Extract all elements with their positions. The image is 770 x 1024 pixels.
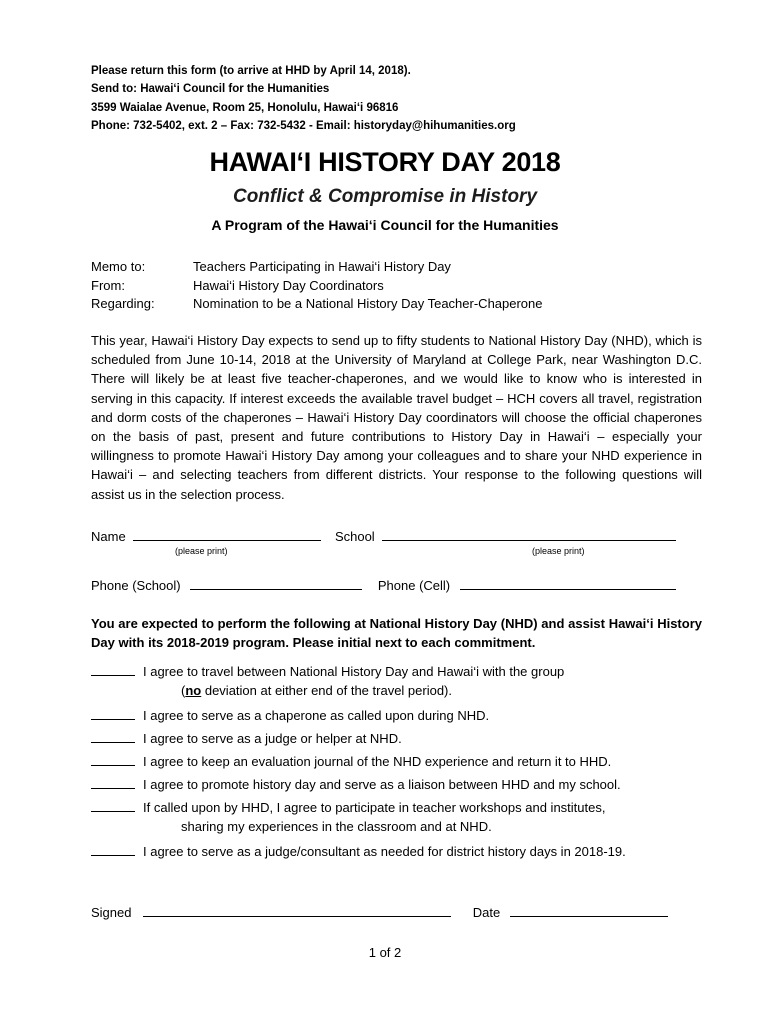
paren-open: ( [181,683,186,698]
initial-blank-4[interactable] [91,753,135,766]
initial-blank-5[interactable] [91,776,135,789]
page-subtitle: Conflict & Compromise in History [232,186,538,207]
phone-school-field[interactable] [190,576,362,590]
commitment-travel-note [91,681,564,700]
school-field[interactable] [382,527,676,541]
memo-from-row [91,277,543,296]
commitment-journal-text: I agree to keep an evaluation journal of the NHD experience and return it to HHD. [143,754,612,769]
memo-regarding-row [91,295,543,314]
travel-note-rest: deviation at either end of the travel period). [201,683,452,698]
memo-to-label: Memo to: [91,259,146,274]
page-number: 1 of 2 [368,945,402,960]
commitment-chaperone [91,706,489,725]
signature-row [91,903,668,920]
commitment-judge [91,729,402,748]
signed-label: Signed [91,905,132,920]
program-line: A Program of the Hawai‘i Council for the Humanities [211,217,559,233]
memo-regarding-label: Regarding: [91,296,155,311]
name-field[interactable] [133,527,321,541]
commitment-workshops-text: If called upon by HHD, I agree to participate in teacher workshops and institutes, [143,800,606,815]
name-label: Name [91,529,126,544]
memo-regarding-value: Nomination to be a National History Day Teacher-Chaperone [193,296,543,311]
commitment-travel-text: I agree to travel between National History Day and Hawai‘i with the group [143,664,565,679]
school-print-hint: (please print) [532,546,585,556]
initial-blank-6[interactable] [91,799,135,812]
signature-field[interactable] [143,903,451,917]
commitment-district [91,842,626,861]
commitment-judge-text: I agree to serve as a judge or helper at NHD. [143,731,402,746]
no-emphasis: no [185,683,202,698]
initial-blank-7[interactable] [91,843,135,856]
phone-row [91,576,676,593]
commitment-promote [91,775,621,794]
date-field[interactable] [510,903,668,917]
memo-to-row [91,258,543,277]
commitment-journal [91,752,611,771]
send-to: Send to: Hawai‘i Council for the Humanities [91,83,330,96]
return-deadline: Please return this form (to arrive at HHD by April 14, 2018). [91,65,411,77]
commitment-workshops [91,798,605,836]
commitment-district-text: I agree to serve as a judge/consultant as needed for district history days in 2018-19. [143,844,626,859]
body-paragraph: This year, Hawai‘i History Day expects to send up to fifty students to National History Day (NHD), which is scheduled from June 10-14, 2018 at the University of Maryland at College Park, near Washington D.C. There will likely be at least five teacher-chaperones, and we would like to know who is interested in serving in this capacity. If interest exceeds the available travel budget – HCH covers all travel, registration and dorm costs of the chaperones – Hawai‘i History Day coordinators will choose the official chaperones on the basis of past, present and future contributions to History Day in Hawai‘i – especially your willingness to promote Hawai‘i History Day among your colleagues and to share your NHD experience in Hawai‘i – and selecting teachers from different districts. Your response to the following questions will assist us in the selection process. [91,333,702,502]
commitment-chaperone-text: I agree to serve as a chaperone as called upon during NHD. [143,708,490,723]
contact-info: Phone: 732-5402, ext. 2 – Fax: 732-5432 - Email: historyday@hihumanities.org [91,119,516,132]
commitment-workshops-continued: sharing my experiences in the classroom and at NHD. [181,819,492,834]
initial-blank-3[interactable] [91,730,135,743]
phone-cell-field[interactable] [460,576,676,590]
name-print-hint: (please print) [175,546,228,556]
memo-block [91,258,543,314]
phone-school-label: Phone (School) [91,578,181,593]
address: 3599 Waialae Avenue, Room 25, Honolulu, Hawai‘i 96816 [91,101,399,114]
phone-cell-label: Phone (Cell) [377,578,451,593]
expectation-paragraph: You are expected to perform the following at National History Day (NHD) and assist Hawai‘i History Day with its 2018-2019 program. Please initial next to each commitment. [91,616,702,650]
school-label: School [334,529,375,544]
name-school-row [91,527,676,544]
initial-blank-1[interactable] [91,663,135,676]
memo-from-value: Hawai‘i History Day Coordinators [193,277,384,293]
memo-from-label: From: [91,277,125,293]
commitment-promote-text: I agree to promote history day and serve as a liaison between HHD and my school. [143,777,621,792]
initial-blank-2[interactable] [91,707,135,720]
return-instructions [91,62,516,135]
page-title: HAWAI‘I HISTORY DAY 2018 [209,147,561,177]
date-label: Date [472,905,501,920]
commitment-travel [91,662,564,700]
memo-to-value: Teachers Participating in Hawai‘i History Day [193,259,451,274]
